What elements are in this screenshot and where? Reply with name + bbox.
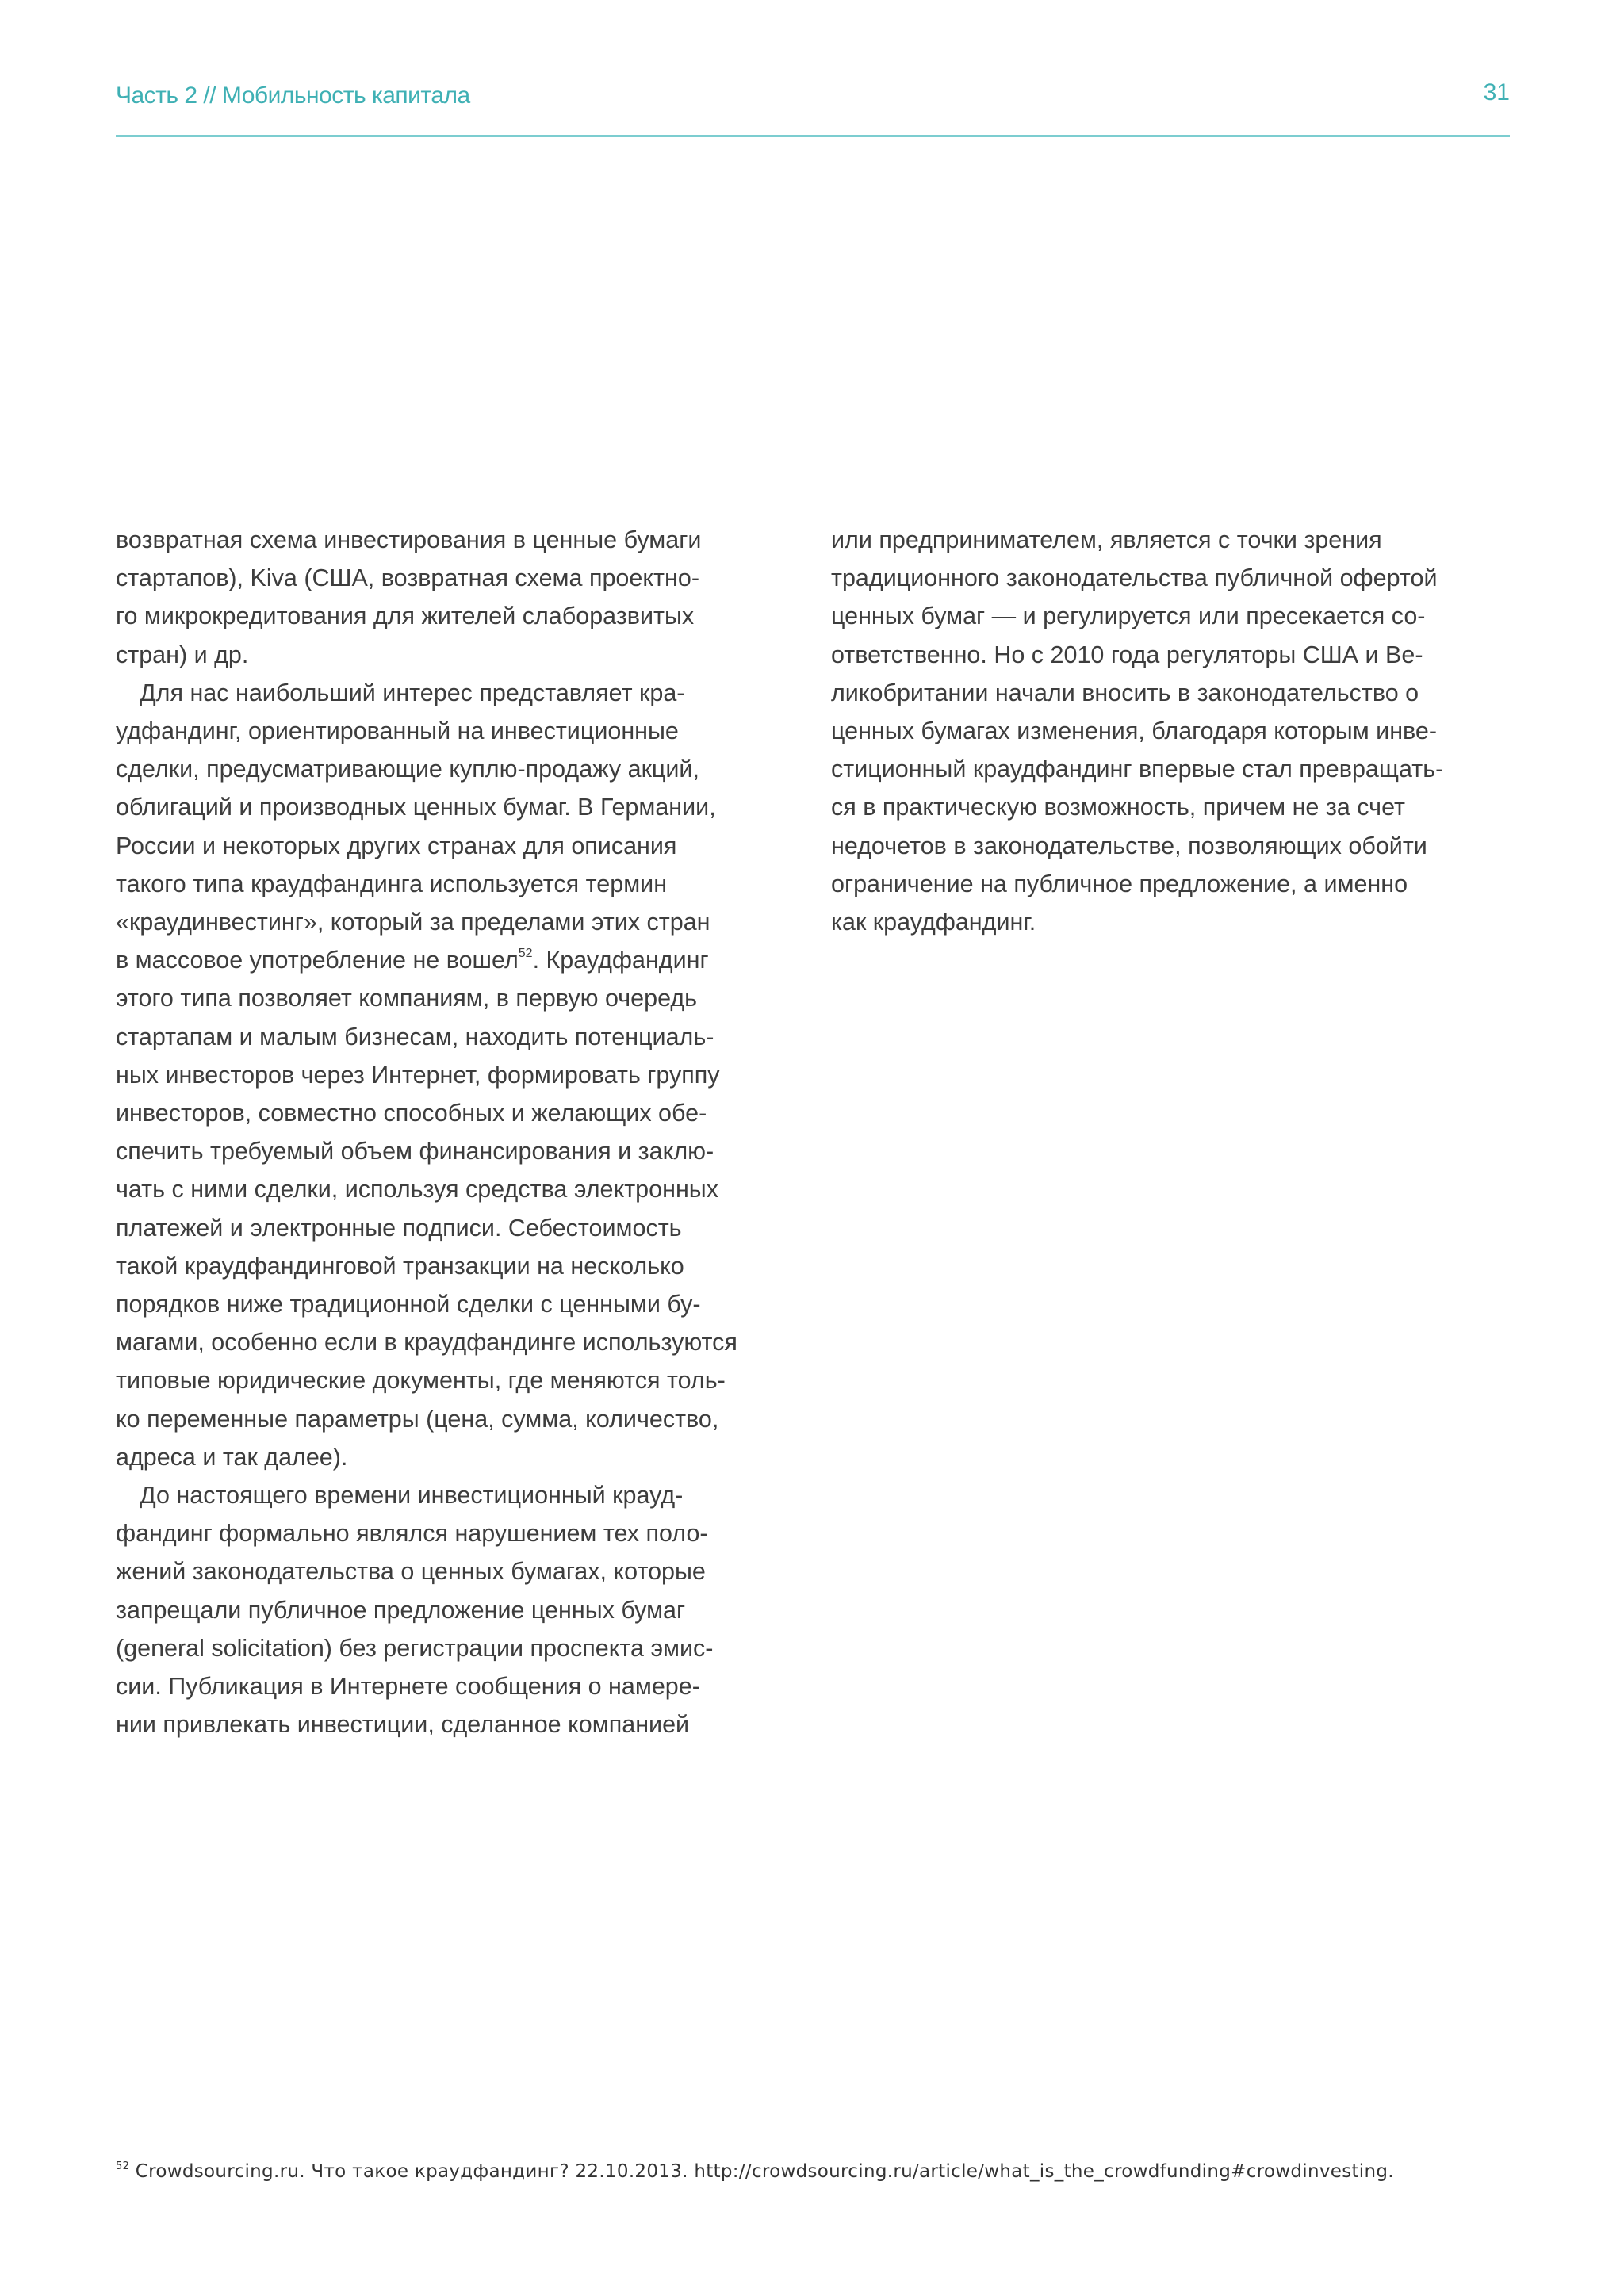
text-line-with-footnote-ref (116, 941, 814, 979)
text-line: фандинг формально являлся нарушением тех поло- (116, 1520, 708, 1548)
text-line: или предпринимателем, является с точки зрения (831, 526, 1382, 553)
text-fragment: . Краудфандинг (532, 947, 709, 974)
text-line: такой краудфандинговой транзакции на несколько (116, 1252, 684, 1280)
footnote-ref: 52 (518, 947, 533, 961)
text-line: ограничение на публичное предложение, а именно (831, 870, 1408, 897)
text-line: инвесторов, совместно способных и желающих обе- (116, 1100, 707, 1127)
text-line: сии. Публикация в Интернете сообщения о намере- (116, 1673, 700, 1701)
page-number: 31 (1483, 79, 1510, 105)
text-line: «краудинвестинг», который за пределами этих стран (116, 909, 710, 936)
text-line: жений законодательства о ценных бумагах, которые (116, 1558, 706, 1586)
text-line: удфандинг, ориентированный на инвестиционные (116, 718, 679, 745)
paragraph-start-line: Для нас наибольший интерес представляет кра- (140, 679, 685, 706)
text-line: облигаций и производных ценных бумаг. В Германии, (116, 794, 716, 821)
text-line: (general solicitation) без регистрации проспекта эмис- (116, 1634, 714, 1662)
footnote-text: Crowdsourcing.ru. Что такое краудфандинг? 22.10.2013. http://crowdsourcing.ru/article/what_is_the_crowdfunding#crowdinvesting. (129, 2161, 1394, 2182)
section-title: Часть 2 // Мобильность капитала (116, 82, 470, 109)
paragraph-start-line: До настоящего времени инвестиционный крауд- (140, 1482, 684, 1510)
footnote (116, 2161, 1527, 2182)
text-line: ценных бумаг — и регулируется или пресекается со- (831, 603, 1426, 630)
text-line: России и некоторых других странах для описания (116, 832, 677, 859)
text-line: сделки, предусматривающие куплю-продажу акций, (116, 756, 699, 783)
text-line: платежей и электронные подписи. Себестоимость (116, 1214, 682, 1242)
text-line: ликобритании начали вносить в законодательство о (831, 679, 1419, 706)
text-line: традиционного законодательства публичной офертой (831, 564, 1438, 592)
header-divider (116, 135, 1510, 137)
text-line: магами, особенно если в краудфандинге используются (116, 1329, 737, 1357)
text-line: ценных бумагах изменения, благодаря которым инве- (831, 718, 1438, 745)
text-line: чать с ними сделки, используя средства электронных (116, 1176, 718, 1203)
page-header (116, 79, 1510, 136)
footnote-marker: 52 (116, 2160, 130, 2172)
text-line: недочетов в законодательстве, позволяющих обойти (831, 832, 1427, 859)
text-line: ся в практическую возможность, причем не за счет (831, 794, 1405, 821)
text-line: нии привлекать инвестиции, сделанное компанией (116, 1711, 690, 1739)
text-line: ответственно. Но с 2010 года регуляторы США и Ве- (831, 641, 1423, 668)
text-line: ных инвесторов через Интернет, формировать группу (116, 1061, 720, 1089)
text-line: адреса и так далее). (116, 1443, 348, 1471)
text-line: как краудфандинг. (831, 909, 1036, 936)
left-column (116, 521, 814, 1744)
text-line: возвратная схема инвестирования в ценные бумаги (116, 526, 702, 553)
text-fragment: в массовое употребление не вошел (116, 947, 519, 974)
text-line: стран) и др. (116, 641, 249, 668)
text-line: порядков ниже традиционной сделки с ценными бу- (116, 1291, 701, 1318)
text-line: стартапам и малым бизнесам, находить потенциаль- (116, 1023, 714, 1050)
text-line: го микрокредитования для жителей слаборазвитых (116, 603, 695, 630)
text-line: спечить требуемый объем финансирования и заклю- (116, 1138, 714, 1165)
text-line: этого типа позволяет компаниям, в первую очередь (116, 985, 698, 1012)
text-line: запрещали публичное предложение ценных бумаг (116, 1596, 686, 1624)
text-line: такого типа краудфандинга используется термин (116, 870, 668, 897)
text-line: ко переменные параметры (цена, сумма, количество, (116, 1405, 719, 1433)
text-line: типовые юридические документы, где меняются толь- (116, 1367, 726, 1395)
text-line: стартапов), Kiva (США, возвратная схема проектно- (116, 564, 699, 592)
right-column (831, 521, 1529, 941)
text-line: стиционный краудфандинг впервые стал превращать- (831, 756, 1444, 783)
